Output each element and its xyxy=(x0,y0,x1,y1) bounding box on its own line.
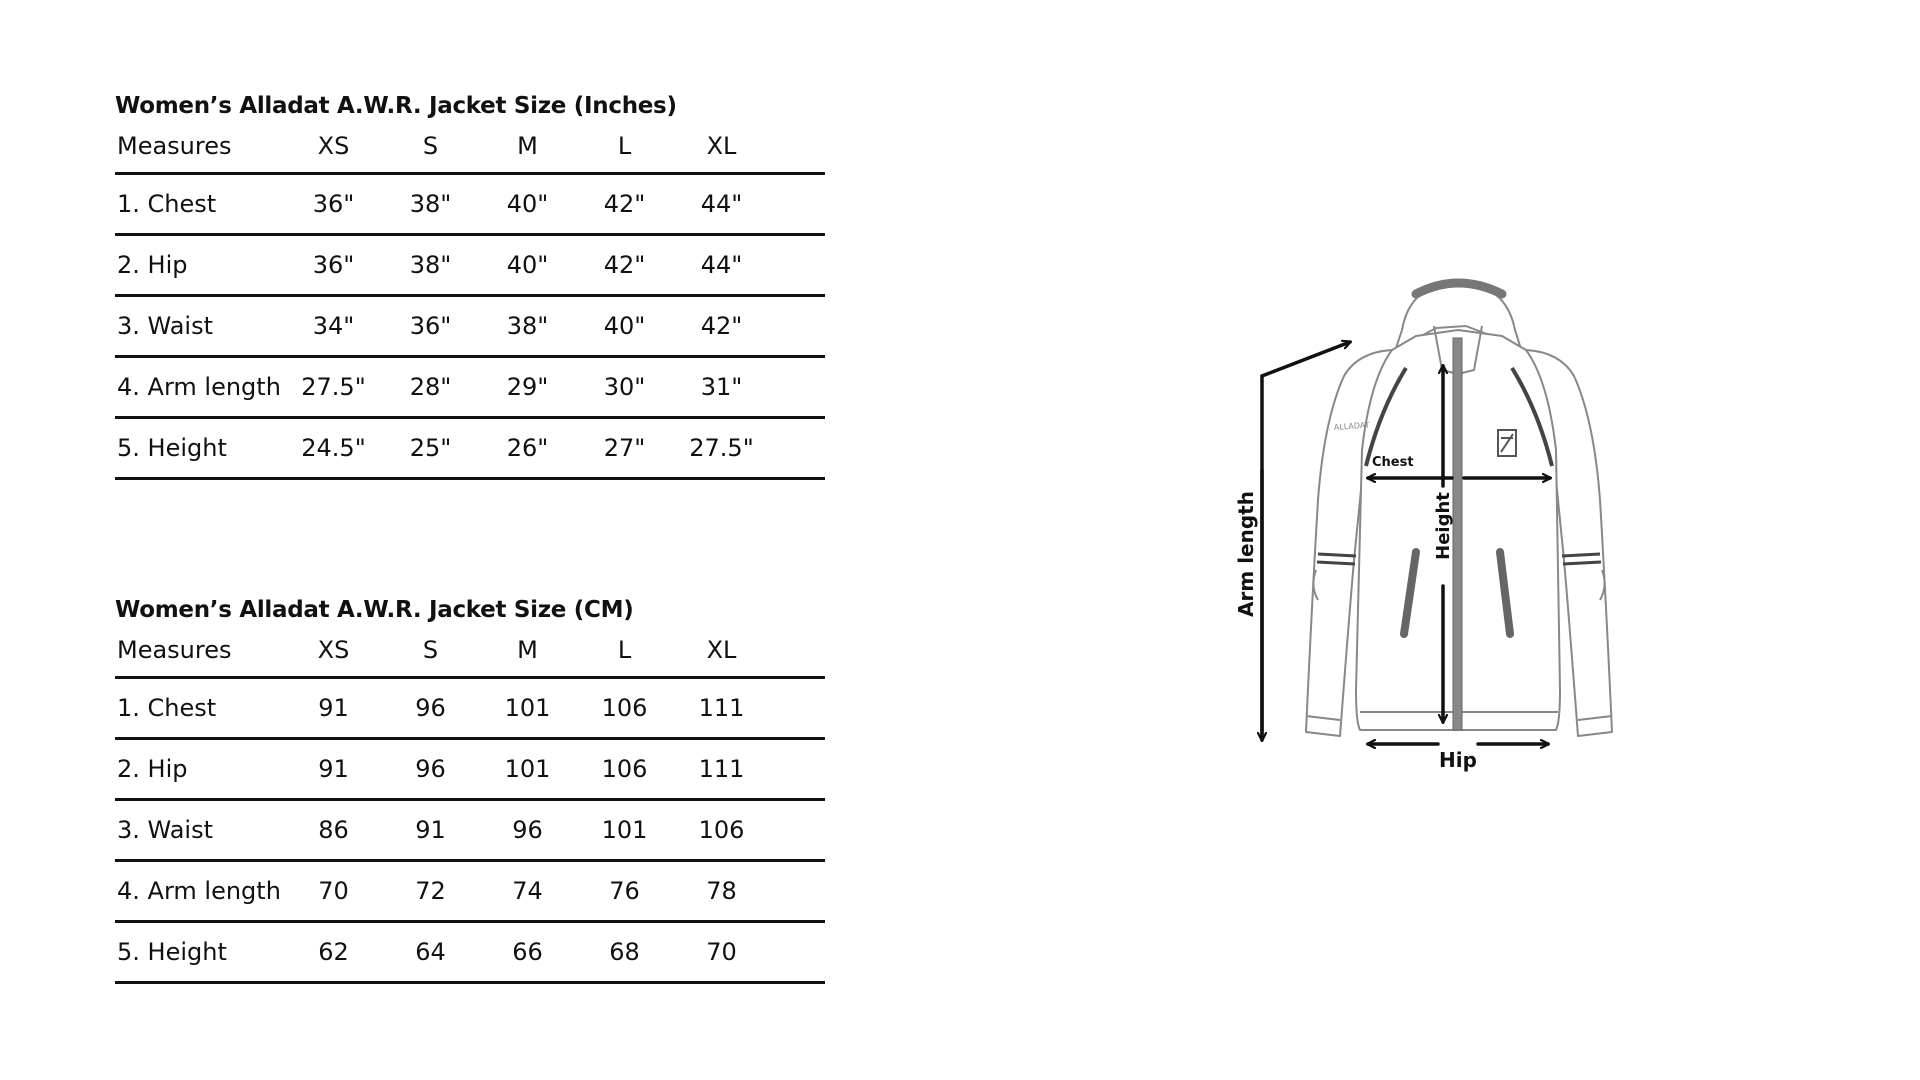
measure-label: 3. Waist xyxy=(117,312,214,340)
table-spacer xyxy=(770,739,825,800)
measure-label: 3. Waist xyxy=(117,816,214,844)
table-cell: 36" xyxy=(312,190,355,218)
table-cell: 106 xyxy=(698,816,745,844)
table-cell: 38" xyxy=(409,251,452,279)
jacket-measurement-diagram xyxy=(1220,270,1660,790)
table-spacer xyxy=(770,800,825,861)
table-cell: 28" xyxy=(409,373,452,401)
measure-label: 5. Height xyxy=(117,938,227,966)
table-cell: 106 xyxy=(601,755,648,783)
table-cell: 91 xyxy=(318,694,349,722)
header-size-xs: XS xyxy=(317,636,350,664)
table-spacer xyxy=(770,357,825,418)
header-size-l: L xyxy=(617,636,632,664)
table-cell: 24.5" xyxy=(301,434,366,462)
table-cell: 111 xyxy=(698,755,745,783)
size-table-cm xyxy=(115,636,825,984)
header-size-s: S xyxy=(422,636,439,664)
table-cell: 72 xyxy=(415,877,446,905)
table-cell: 38" xyxy=(409,190,452,218)
table-cell: 91 xyxy=(318,755,349,783)
table-cell: 70 xyxy=(318,877,349,905)
table-spacer xyxy=(770,418,825,479)
arm-length-label: Arm length xyxy=(1234,491,1258,617)
table-cell: 44" xyxy=(700,251,743,279)
header-size-m: M xyxy=(517,636,538,664)
table-cell: 96 xyxy=(415,694,446,722)
table-title-inches: Women’s Alladat A.W.R. Jacket Size (Inches) xyxy=(115,93,677,119)
header-measures: Measures xyxy=(117,636,232,664)
header-size-xl: XL xyxy=(706,132,737,160)
table-row xyxy=(115,739,825,800)
table-cell: 42" xyxy=(603,251,646,279)
table-cell: 96 xyxy=(415,755,446,783)
table-cell: 25" xyxy=(409,434,452,462)
hip-label: Hip xyxy=(1439,748,1477,772)
table-row xyxy=(115,235,825,296)
table-cell: 74 xyxy=(512,877,543,905)
header-size-l: L xyxy=(617,132,632,160)
table-cell: 70 xyxy=(706,938,737,966)
table-header-row xyxy=(115,636,825,678)
measure-label: 4. Arm length xyxy=(117,877,281,905)
header-measures: Measures xyxy=(117,132,232,160)
table-cell: 34" xyxy=(312,312,355,340)
table-cell: 42" xyxy=(603,190,646,218)
table-cell: 27.5" xyxy=(689,434,754,462)
measure-label: 1. Chest xyxy=(117,190,217,218)
size-table-inches xyxy=(115,132,825,480)
table-cell: 62 xyxy=(318,938,349,966)
table-cell: 40" xyxy=(506,251,549,279)
header-spacer xyxy=(770,132,825,174)
table-row xyxy=(115,800,825,861)
table-row xyxy=(115,922,825,983)
table-row xyxy=(115,174,825,235)
table-cell: 40" xyxy=(506,190,549,218)
table-cell: 96 xyxy=(512,816,543,844)
measure-label: 5. Height xyxy=(117,434,227,462)
table-header-row xyxy=(115,132,825,174)
table-cell: 64 xyxy=(415,938,446,966)
table-row xyxy=(115,861,825,922)
table-spacer xyxy=(770,922,825,983)
header-size-xs: XS xyxy=(317,132,350,160)
zipper xyxy=(1453,338,1462,730)
size-chart-inches xyxy=(115,92,825,480)
table-cell: 40" xyxy=(603,312,646,340)
header-size-m: M xyxy=(517,132,538,160)
table-cell: 101 xyxy=(601,816,648,844)
table-cell: 29" xyxy=(506,373,549,401)
table-spacer xyxy=(770,296,825,357)
table-row xyxy=(115,296,825,357)
table-cell: 86 xyxy=(318,816,349,844)
table-cell: 31" xyxy=(700,373,743,401)
measure-label: 2. Hip xyxy=(117,251,188,279)
table-cell: 66 xyxy=(512,938,543,966)
jacket-illustration xyxy=(1220,270,1660,790)
table-spacer xyxy=(770,174,825,235)
table-cell: 78 xyxy=(706,877,737,905)
table-cell: 27" xyxy=(603,434,646,462)
table-cell: 26" xyxy=(506,434,549,462)
table-cell: 36" xyxy=(409,312,452,340)
header-size-xl: XL xyxy=(706,636,737,664)
table-spacer xyxy=(770,235,825,296)
table-cell: 68 xyxy=(609,938,640,966)
table-cell: 76 xyxy=(609,877,640,905)
table-row xyxy=(115,678,825,739)
measure-label: 2. Hip xyxy=(117,755,188,783)
header-spacer xyxy=(770,636,825,678)
table-cell: 36" xyxy=(312,251,355,279)
measure-label: 1. Chest xyxy=(117,694,217,722)
table-cell: 101 xyxy=(504,694,551,722)
table-cell: 42" xyxy=(700,312,743,340)
table-spacer xyxy=(770,678,825,739)
table-row xyxy=(115,357,825,418)
table-cell: 106 xyxy=(601,694,648,722)
brand-mark: ALLADAT xyxy=(1333,420,1370,432)
table-title-cm: Women’s Alladat A.W.R. Jacket Size (CM) xyxy=(115,597,634,623)
table-cell: 111 xyxy=(698,694,745,722)
table-cell: 101 xyxy=(504,755,551,783)
table-cell: 30" xyxy=(603,373,646,401)
size-chart-cm xyxy=(115,596,825,984)
table-cell: 44" xyxy=(700,190,743,218)
height-label: Height xyxy=(1433,492,1454,560)
table-spacer xyxy=(770,861,825,922)
chest-label: Chest xyxy=(1372,455,1414,470)
table-cell: 38" xyxy=(506,312,549,340)
measure-label: 4. Arm length xyxy=(117,373,281,401)
table-cell: 27.5" xyxy=(301,373,366,401)
table-row xyxy=(115,418,825,479)
table-cell: 91 xyxy=(415,816,446,844)
header-size-s: S xyxy=(422,132,439,160)
